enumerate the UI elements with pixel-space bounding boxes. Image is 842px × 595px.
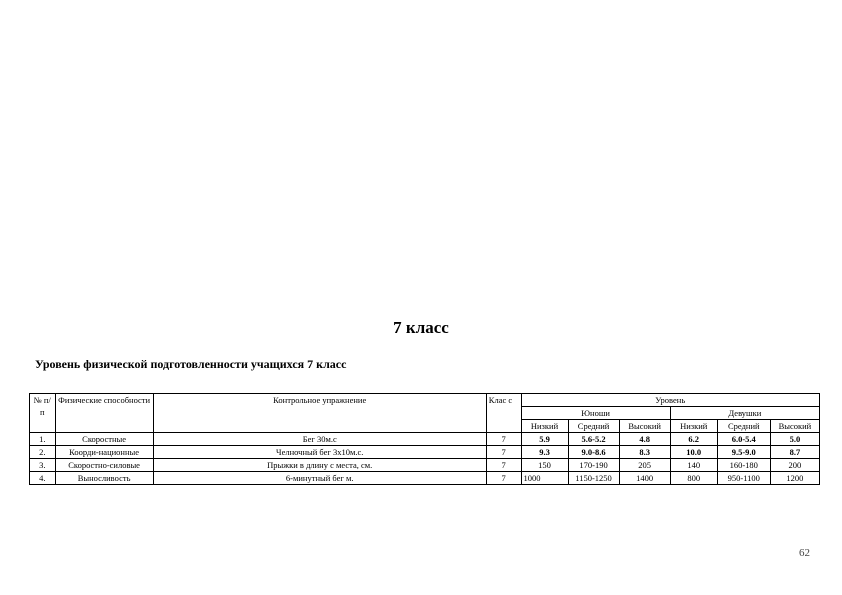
header-girls-low: Низкий [670, 420, 717, 433]
table-row [30, 433, 820, 446]
header-grade: Клас с [486, 394, 521, 433]
header-girls-high: Высокий [770, 420, 819, 433]
table-row [30, 459, 820, 472]
row-exercise: Челночный бег 3х10м.с. [153, 446, 486, 459]
header-girls-medium: Средний [717, 420, 770, 433]
header-level: Уровень [521, 394, 819, 407]
row-boys-low: 9.3 [521, 446, 568, 459]
row-boys-high: 205 [619, 459, 670, 472]
row-girls-low: 10.0 [670, 446, 717, 459]
row-boys-high: 8.3 [619, 446, 670, 459]
row-boys-mid: 1150-1250 [568, 472, 619, 485]
table-row [30, 446, 820, 459]
row-exercise: 6-минутный бег м. [153, 472, 486, 485]
row-exercise: Прыжки в длину с места, см. [153, 459, 486, 472]
row-girls-mid: 160-180 [717, 459, 770, 472]
row-ability: Скоростно-силовые [55, 459, 153, 472]
row-num: 1. [30, 433, 56, 446]
header-row-1 [30, 394, 820, 407]
row-grade: 7 [486, 459, 521, 472]
row-num: 3. [30, 459, 56, 472]
row-girls-mid: 950-1100 [717, 472, 770, 485]
header-boys: Юноши [521, 407, 670, 420]
row-num: 4. [30, 472, 56, 485]
row-grade: 7 [486, 433, 521, 446]
fitness-level-table [29, 393, 820, 485]
header-num: № п/п [30, 394, 56, 433]
table-caption: Уровень физической подготовленности учащихся 7 класс [35, 357, 347, 371]
row-girls-low: 800 [670, 472, 717, 485]
row-exercise: Бег 30м.с [153, 433, 486, 446]
header-boys-high: Высокий [619, 420, 670, 433]
row-girls-high: 200 [770, 459, 819, 472]
row-boys-mid: 5.6-5.2 [568, 433, 619, 446]
row-girls-high: 1200 [770, 472, 819, 485]
page-number: 62 [799, 547, 810, 559]
row-boys-mid: 9.0-8.6 [568, 446, 619, 459]
page-title: 7 класс [393, 318, 449, 337]
row-girls-mid: 6.0-5.4 [717, 433, 770, 446]
row-grade: 7 [486, 472, 521, 485]
row-girls-low: 140 [670, 459, 717, 472]
row-boys-mid: 170-190 [568, 459, 619, 472]
row-ability: Коорди-национные [55, 446, 153, 459]
row-boys-low: 1000 [521, 472, 568, 485]
row-girls-high: 8.7 [770, 446, 819, 459]
row-boys-high: 4.8 [619, 433, 670, 446]
row-boys-low: 5.9 [521, 433, 568, 446]
row-ability: Выносливость [55, 472, 153, 485]
header-ability: Физические способности [55, 394, 153, 433]
header-boys-low: Низкий [521, 420, 568, 433]
table-row [30, 472, 820, 485]
row-girls-mid: 9.5-9.0 [717, 446, 770, 459]
row-num: 2. [30, 446, 56, 459]
row-grade: 7 [486, 446, 521, 459]
row-boys-high: 1400 [619, 472, 670, 485]
header-boys-medium: Средний [568, 420, 619, 433]
header-girls: Девушки [670, 407, 819, 420]
row-boys-low: 150 [521, 459, 568, 472]
header-exercise: Контрольное упражнение [153, 394, 486, 433]
row-girls-low: 6.2 [670, 433, 717, 446]
row-ability: Скоростные [55, 433, 153, 446]
row-girls-high: 5.0 [770, 433, 819, 446]
